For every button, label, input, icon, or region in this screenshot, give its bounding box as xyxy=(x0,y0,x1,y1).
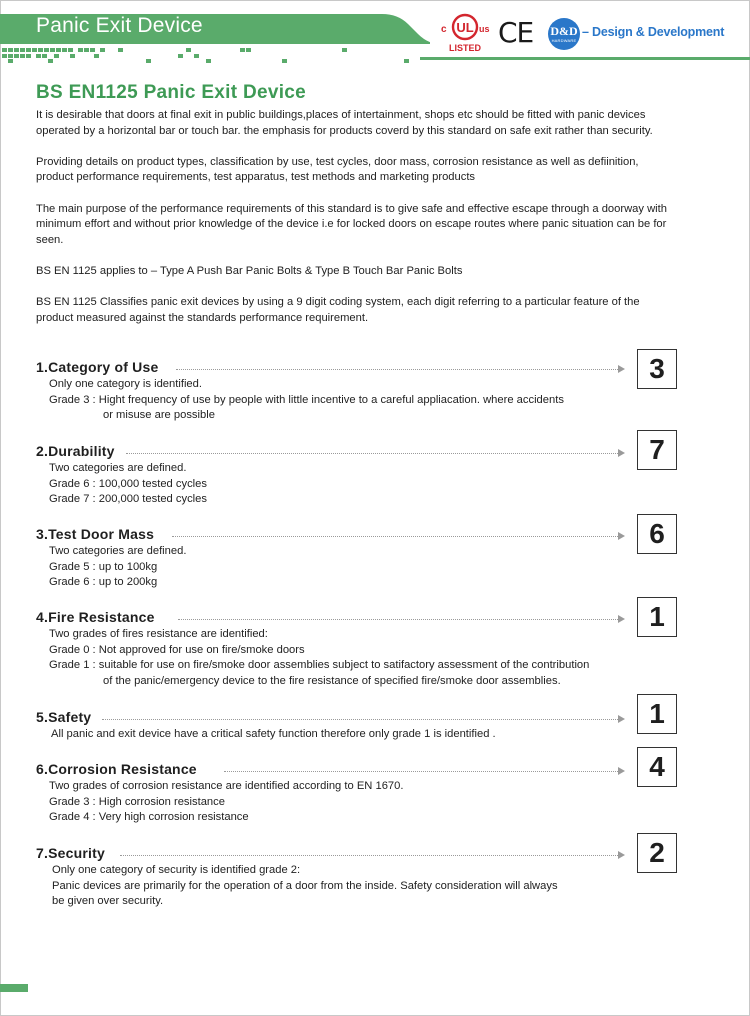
dotted-leader xyxy=(176,369,618,370)
dd-logo-text: D&D xyxy=(550,24,578,38)
intro-paragraph: BS EN 1125 applies to – Type A Push Bar Panic Bolts & Type B Touch Bar Panic Bolts xyxy=(36,264,463,277)
intro-paragraph: BS EN 1125 Classifies panic exit devices by using a 9 digit coding system, each digit referring to a particular feature of the product measured against the standards performance requirement. xyxy=(36,296,640,324)
body-line: Panic devices are primarily for the operation of a door from the inside. Safety consideration will always xyxy=(52,879,558,892)
section-test-door-mass xyxy=(36,518,676,591)
section-body xyxy=(36,727,676,743)
body-line: Grade 7 : 200,000 tested cycles xyxy=(49,493,207,506)
body-line: Grade 6 : up to 200kg xyxy=(49,576,158,589)
header-title: Panic Exit Device xyxy=(36,14,203,37)
arrow-icon xyxy=(618,615,625,623)
grade-box: 6 xyxy=(637,514,677,554)
section-category-of-use xyxy=(36,353,676,424)
body-line: Grade 3 : Hight frequency of use by people with little incentive to a careful appliacation. where accidents xyxy=(49,393,564,406)
ul-listed-logo xyxy=(438,12,492,54)
grade-box: 1 xyxy=(637,694,677,734)
body-line: Grade 5 : up to 100kg xyxy=(49,560,158,573)
intro-text xyxy=(36,108,676,342)
section-title: 3.Test Door Mass xyxy=(36,526,158,542)
body-line: be given over security. xyxy=(52,895,164,908)
section-title: 4.Fire Resistance xyxy=(36,609,159,625)
section-body xyxy=(36,863,676,910)
dotted-leader xyxy=(102,719,618,720)
pixel-decoration xyxy=(0,46,430,64)
grade-box: 7 xyxy=(637,430,677,470)
dotted-leader xyxy=(126,453,618,454)
dotted-leader xyxy=(224,771,618,772)
section-title: 2.Durability xyxy=(36,443,119,459)
header-underline xyxy=(420,57,750,60)
section-fire-resistance xyxy=(36,601,676,689)
body-line: Only one category is identified. xyxy=(49,378,202,390)
arrow-icon xyxy=(618,449,625,457)
design-development-tagline: – Design & Development xyxy=(582,25,725,39)
body-line: Only one category of security is identified grade 2: xyxy=(52,864,301,876)
ce-mark: CE xyxy=(498,16,534,49)
body-line: Grade 0 : Not approved for use on fire/smoke doors xyxy=(49,643,305,656)
section-security xyxy=(36,837,676,910)
grade-box: 2 xyxy=(637,833,677,873)
intro-paragraph: The main purpose of the performance requirements of this standard is to give safe and effective escape through a doorway with minimum effort and without prior knowledge of the device i.e for locked doors on escape routes where panic situation can be for seen. xyxy=(36,202,668,246)
dd-logo-subtext: HARDWARE xyxy=(551,38,577,43)
section-body xyxy=(36,627,676,689)
section-title: 7.Security xyxy=(36,845,109,861)
section-body xyxy=(36,461,676,508)
section-body xyxy=(36,377,676,424)
arrow-icon xyxy=(618,532,625,540)
grade-box: 1 xyxy=(637,597,677,637)
dotted-leader xyxy=(120,855,618,856)
arrow-icon xyxy=(618,715,625,723)
body-line: Grade 3 : High corrosion resistance xyxy=(49,795,225,808)
intro-paragraph: It is desirable that doors at final exit in public buildings,places of intertainment, shops etc should be fitted with panic devices operated by a horizontal bar or touch bar. the emphasis for products coverd by this standard on safe exit rather than security. xyxy=(36,109,653,137)
body-line-indent: or misuse are possible xyxy=(103,409,215,422)
section-body xyxy=(36,779,676,826)
section-title: 1.Category of Use xyxy=(36,359,162,375)
body-line: Grade 6 : 100,000 tested cycles xyxy=(49,477,207,490)
arrow-icon xyxy=(618,767,625,775)
page-header xyxy=(0,0,750,70)
arrow-icon xyxy=(618,365,625,373)
grade-box: 3 xyxy=(637,349,677,389)
body-line: All panic and exit device have a critical safety function therefore only grade 1 is identified . xyxy=(51,728,496,740)
ul-c-mark: c xyxy=(441,24,447,35)
ul-us-mark: us xyxy=(479,24,490,34)
ul-listed-text: LISTED xyxy=(448,43,482,53)
body-line: Grade 4 : Very high corrosion resistance xyxy=(49,811,249,824)
body-line: Two categories are defined. xyxy=(49,545,187,557)
body-line: Two grades of fires resistance are identified: xyxy=(49,628,268,640)
section-durability xyxy=(36,434,676,508)
body-line: Two grades of corrosion resistance are identified according to EN 1670. xyxy=(49,780,404,792)
section-corrosion-resistance xyxy=(36,751,676,826)
grade-box: 4 xyxy=(637,747,677,787)
footer-corner-tab xyxy=(0,984,28,992)
body-line: Two categories are defined. xyxy=(49,462,187,474)
body-line-indent: of the panic/emergency device to the fire resistance of specified fire/smoke door assemblies. xyxy=(103,674,561,687)
dd-hardware-logo xyxy=(548,18,580,50)
section-title: 6.Corrosion Resistance xyxy=(36,761,201,777)
intro-paragraph: Providing details on product types, classification by use, test cycles, door mass, corrosion resistance as well as defiinition, product performance requirements, test apparatus, test methods and marketing products xyxy=(36,155,639,184)
section-title: 5.Safety xyxy=(36,709,95,725)
dotted-leader xyxy=(178,619,618,620)
main-heading: BS EN1125 Panic Exit Device xyxy=(36,82,307,103)
ul-mark: UL xyxy=(456,20,474,35)
dotted-leader xyxy=(172,536,618,537)
section-safety xyxy=(36,698,676,743)
arrow-icon xyxy=(618,851,625,859)
section-body xyxy=(36,544,676,591)
body-line: Grade 1 : suitable for use on fire/smoke door assemblies subject to satifactory assessment of the contribution xyxy=(49,659,590,672)
